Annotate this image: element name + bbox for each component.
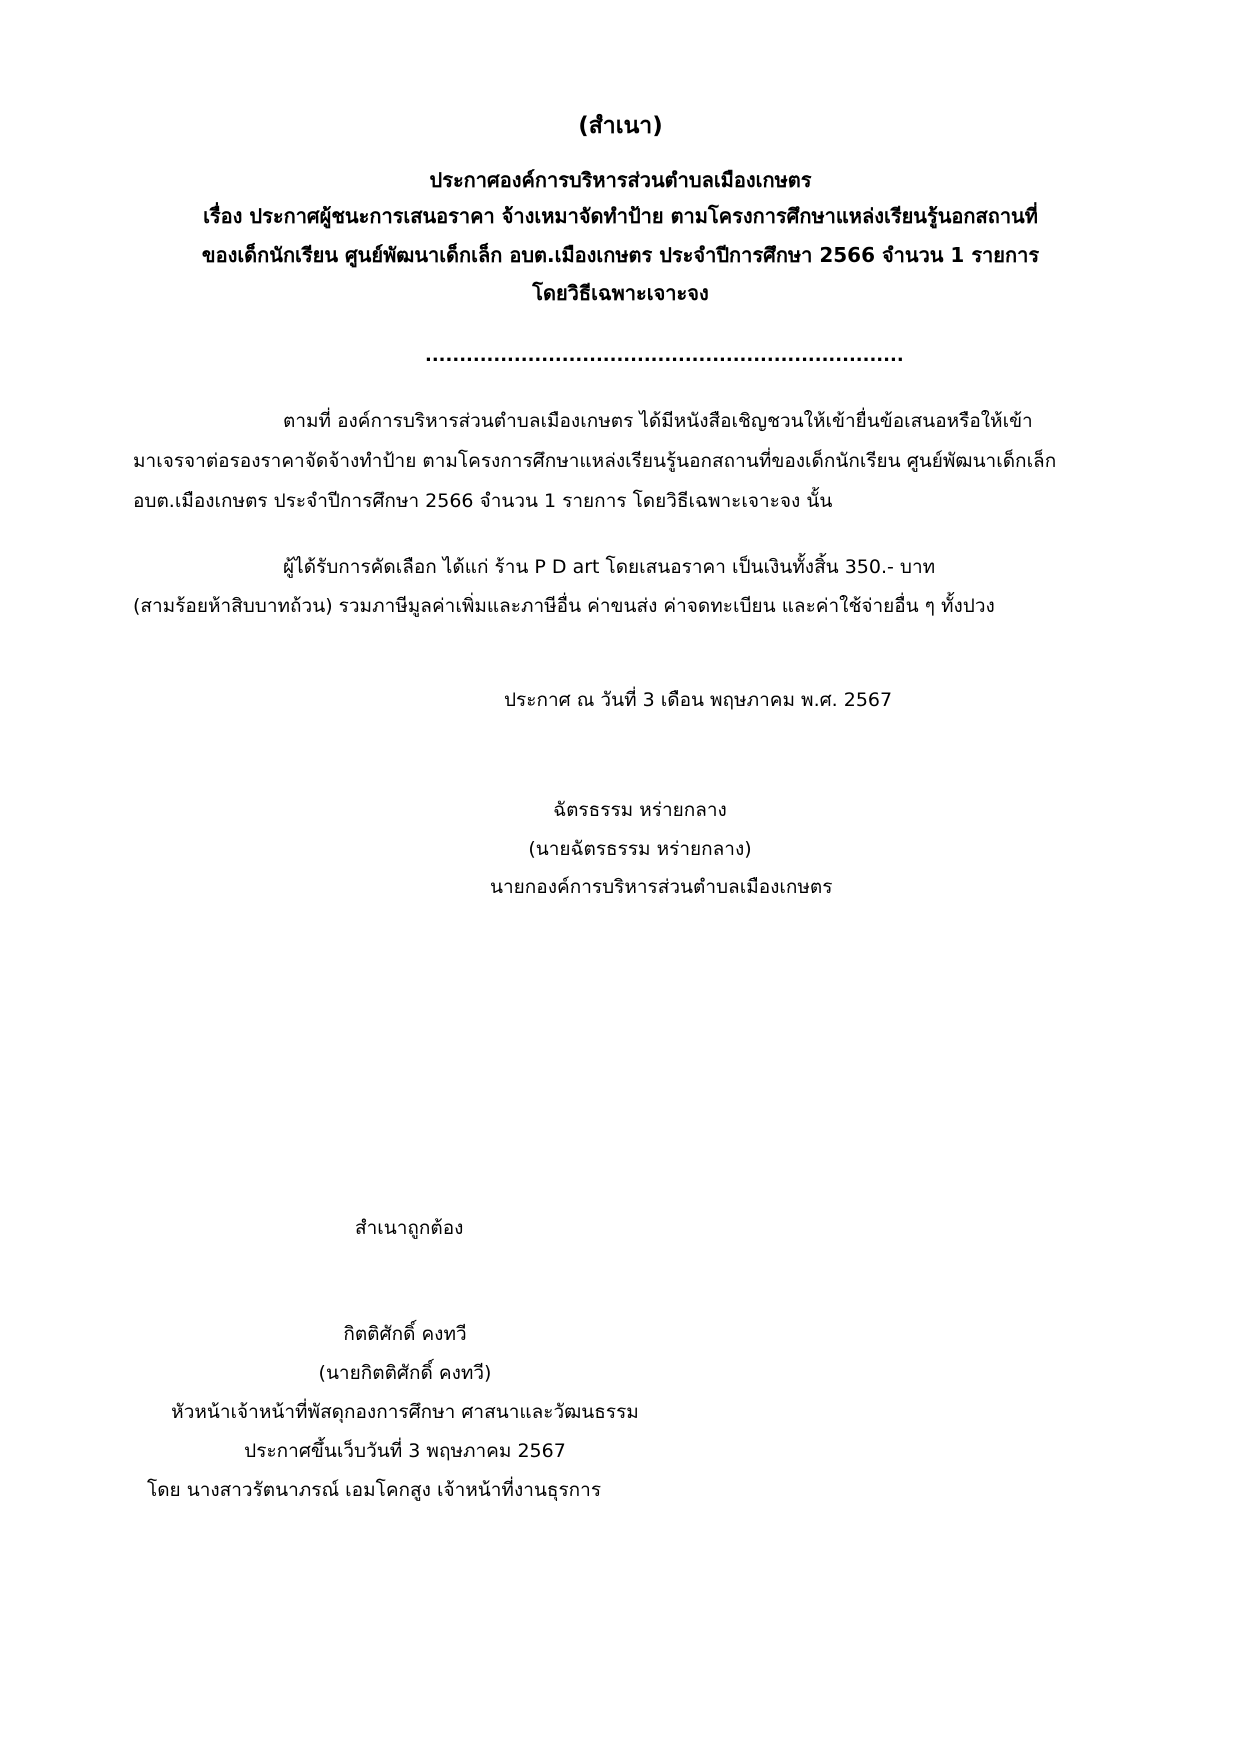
- separator-dots: ......................................................................: [425, 345, 904, 366]
- announcement-title: ประกาศองค์การบริหารส่วนตำบลเมืองเกษตร: [429, 168, 812, 192]
- paragraph-1-line-3: อบต.เมืองเกษตร ประจำปีการศึกษา 2566 จำนวน 1 รายการ โดยวิธีเฉพาะเจาะจง นั้น: [133, 490, 833, 512]
- certifier-signature: กิตติศักดิ์ คงทวี: [343, 1323, 467, 1345]
- paragraph-2-line-2: (สามร้อยห้าสิบบาทถ้วน) รวมภาษีมูลค่าเพิ่มและภาษีอื่น ค่าขนส่ง ค่าจดทะเบียน และค่าใช้จ่ายอื่น ๆ ทั้งปวง: [133, 595, 995, 617]
- certified-copy-label: สำเนาถูกต้อง: [355, 1217, 464, 1239]
- copy-mark: (สำเนา): [578, 113, 663, 139]
- subject-line-3: โดยวิธีเฉพาะเจาะจง: [532, 281, 709, 305]
- web-posted-date: ประกาศขึ้นเว็บวันที่ 3 พฤษภาคม 2567: [244, 1440, 566, 1462]
- paragraph-1-line-2: มาเจรจาต่อรองราคาจัดจ้างทำป้าย ตามโครงการศึกษาแหล่งเรียนรู้นอกสถานที่ของเด็กนักเรียน ศูนย์พัฒนาเด็กเล็ก: [133, 450, 1057, 472]
- subject-line-1: เรื่อง ประกาศผู้ชนะการเสนอราคา จ้างเหมาจัดทำป้าย ตามโครงการศึกษาแหล่งเรียนรู้นอกสถานที่: [203, 204, 1038, 228]
- announcement-date: ประกาศ ณ วันที่ 3 เดือน พฤษภาคม พ.ศ. 2567: [504, 689, 893, 711]
- mayor-position: นายกองค์การบริหารส่วนตำบลเมืองเกษตร: [490, 876, 833, 898]
- mayor-signature: ฉัตรธรรม หร่ายกลาง: [553, 799, 727, 821]
- posted-by: โดย นางสาวรัตนาภรณ์ เอมโคกสูง เจ้าหน้าที่งานธุรการ: [147, 1479, 602, 1501]
- paragraph-2-line-1: ผู้ได้รับการคัดเลือก ได้แก่ ร้าน P D art โดยเสนอราคา เป็นเงินทั้งสิ้น 350.- บาท: [283, 556, 936, 578]
- certifier-full-name: (นายกิตติศักดิ์ คงทวี): [318, 1362, 492, 1384]
- certifier-position: หัวหน้าเจ้าหน้าที่พัสดุกองการศึกษา ศาสนาและวัฒนธรรม: [171, 1401, 639, 1423]
- paragraph-1-line-1: ตามที่ องค์การบริหารส่วนตำบลเมืองเกษตร ได้มีหนังสือเชิญชวนให้เข้ายื่นข้อเสนอหรือให้เข้า: [283, 410, 1033, 432]
- mayor-full-name: (นายฉัตรธรรม หร่ายกลาง): [528, 838, 752, 860]
- subject-line-2: ของเด็กนักเรียน ศูนย์พัฒนาเด็กเล็ก อบต.เมืองเกษตร ประจำปีการศึกษา 2566 จำนวน 1 รายการ: [201, 243, 1040, 267]
